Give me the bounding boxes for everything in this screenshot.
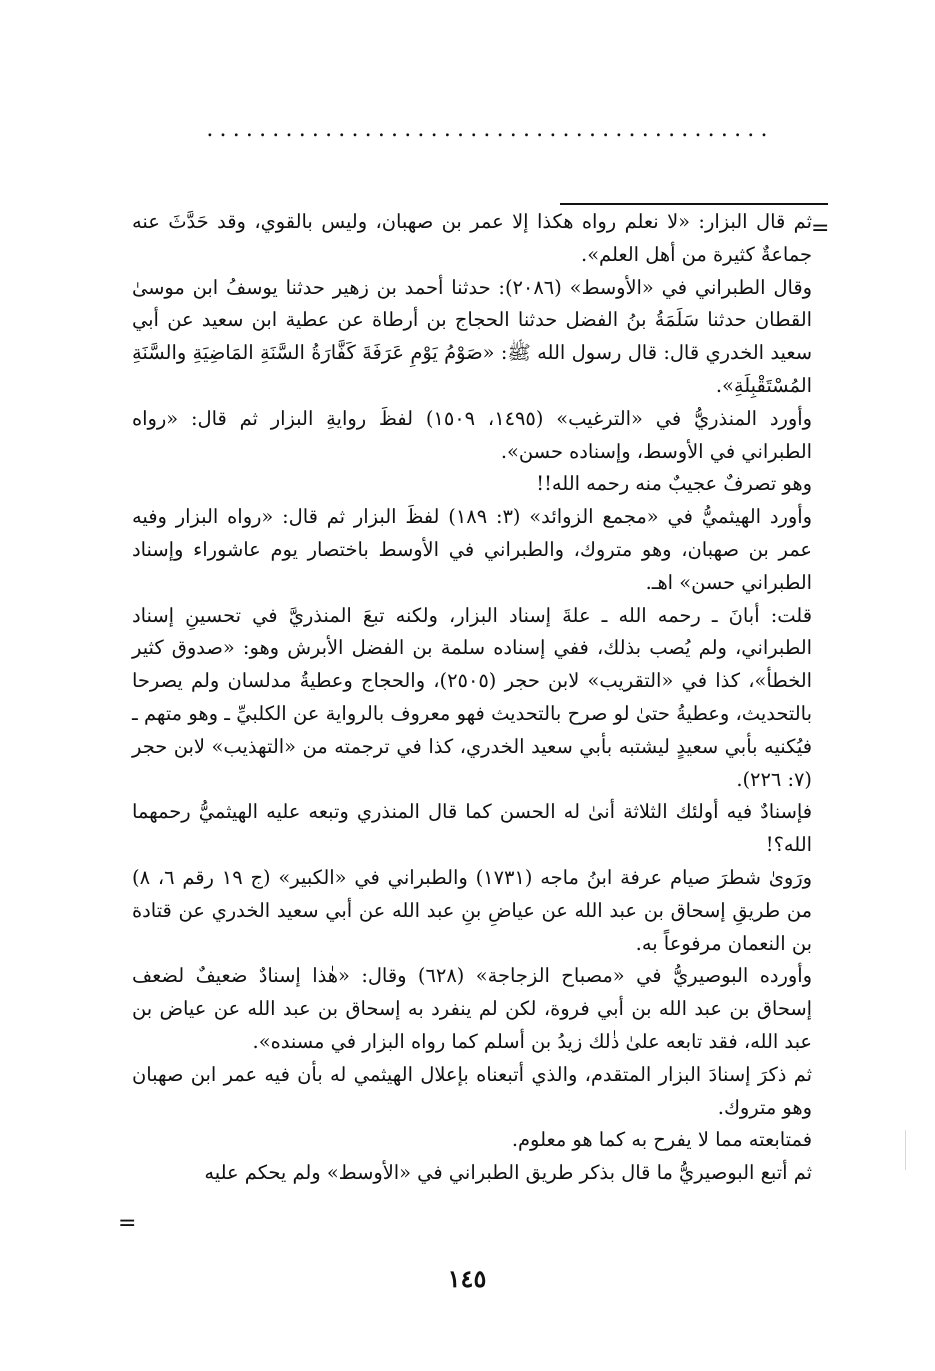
paragraph: ثم ذكرَ إسنادَ البزار المتقدم، والذي أتبعناه بإعلال الهيثمي له بأن فيه عمر ابن صهبان وهو متروك. (132, 1062, 812, 1119)
paragraph: وأورده البوصيريُّ في «مصباح الزجاجة» (٦٢٨) وقال: «هٰذا إسنادٌ ضعيفٌ لضعف إسحاق بن عبد الله بن أبي فروة، لكن لم ينفرد به إسحاق بن عبد الله عن عياض بن عبد الله، فقد تابعه علىٰ ذٰلك زيدُ بن أسلم كما رواه البزار في مسنده». (132, 964, 813, 1053)
paragraph: وأورد المنذريُّ في «الترغيب» (١٤٩٥، ١٥٠٩) لفظَ روايةِ البزار ثم قال: «رواه الطبراني في الأوسط، وإسناده حسن». (132, 406, 812, 463)
footnote-separator-rule (560, 203, 828, 205)
paragraph: ثم قال البزار: «لا نعلم رواه هكذا إلا عمر بن صهبان، وليس بالقوي، وقد حَدَّثَ عنه جماعةٌ كثيرة من أهل العلم». (132, 210, 812, 266)
margin-scan-mark (905, 1130, 906, 1170)
continuation-mark-top: = (811, 216, 830, 241)
paragraph: فمتابعته مما لا يفرح به كما هو معلوم. (511, 1128, 812, 1152)
paragraph: وهو تصرفٌ عجيبٌ منه رحمه الله!! (536, 472, 812, 496)
paragraph: ثم أتبع البوصيريُّ ما قال بذكر طريق الطبراني في «الأوسط» ولم يحكم عليه (204, 1161, 812, 1185)
header-dotted-line: ........................................... (206, 118, 774, 142)
paragraph: وأورد الهيثميُّ في «مجمع الزوائد» (٣: ١٨٩) لفظَ البزار ثم قال: «رواه البزار وفيه عمر بن صهبان، وهو متروك، والطبراني في الأوسط باختصار يوم عاشوراء وإسناد الطبراني حسن» اهـ. (132, 505, 812, 594)
page-number: ١٤٥ (447, 1264, 487, 1293)
paragraph: فإسنادٌ فيه أولئك الثلاثة أنىٰ له الحسن كما قال المنذري وتبعه عليه الهيثميُّ رحمهما الله؟! (132, 800, 812, 857)
footnote-body (132, 206, 812, 1190)
paragraph: وقال الطبراني في «الأوسط» (٢٠٨٦): حدثنا أحمد بن زهير حدثنا يوسفُ ابن موسىٰ القطان حدثنا سَلَمَةُ بنُ الفضل حدثنا الحجاج بن أرطاة عن عطية ابن سعيد عن أبي سعيد الخدري قال: قال رسول الله ﷺ: «صَوْمُ يَوْمِ عَرَفَةَ كَفَّارَةُ السَّنَةِ المَاضِيَةِ والسَّنَةِ المُسْتَقْبِلَةِ». (132, 275, 813, 397)
continuation-mark-bottom: = (118, 1211, 137, 1236)
paragraph: ورَوىٰ شطرَ صيام عرفة ابنُ ماجه (١٧٣١) والطبراني في «الكبير» (ج ١٩ رقم ٦، ٨) من طريقِ إسحاق بن عبد الله عن عياضِ بنِ عبد الله عن أبي سعيد الخدري عن قتادة بن النعمان مرفوعاً به. (132, 865, 812, 955)
paragraph: قلت: أبانَ ـ رحمه الله ـ علةَ إسناد البزار، ولكنه تبعَ المنذريَّ في تحسينِ إسناد الطبراني، ولم يُصب بذلك، ففي إسناده سلمة بن الفضل الأبرش وهو: «صدوق كثير الخطأ»، كذا في «التقريب» لابن حجر (٢٥٠٥)، والحجاج وعطيةُ مدلسان ولم يصرحا بالتحديث، وعطيةُ حتىٰ لو صرح بالتحديث فهو معروف بالرواية عن الكلبيِّ ـ وهو متهم ـ فيُكنيه بأبي سعيدٍ ليشتبه بأبي سعيد الخدري، كذا في ترجمته من «التهذيب» لابن حجر (٧: ٢٢٦). (132, 603, 813, 791)
